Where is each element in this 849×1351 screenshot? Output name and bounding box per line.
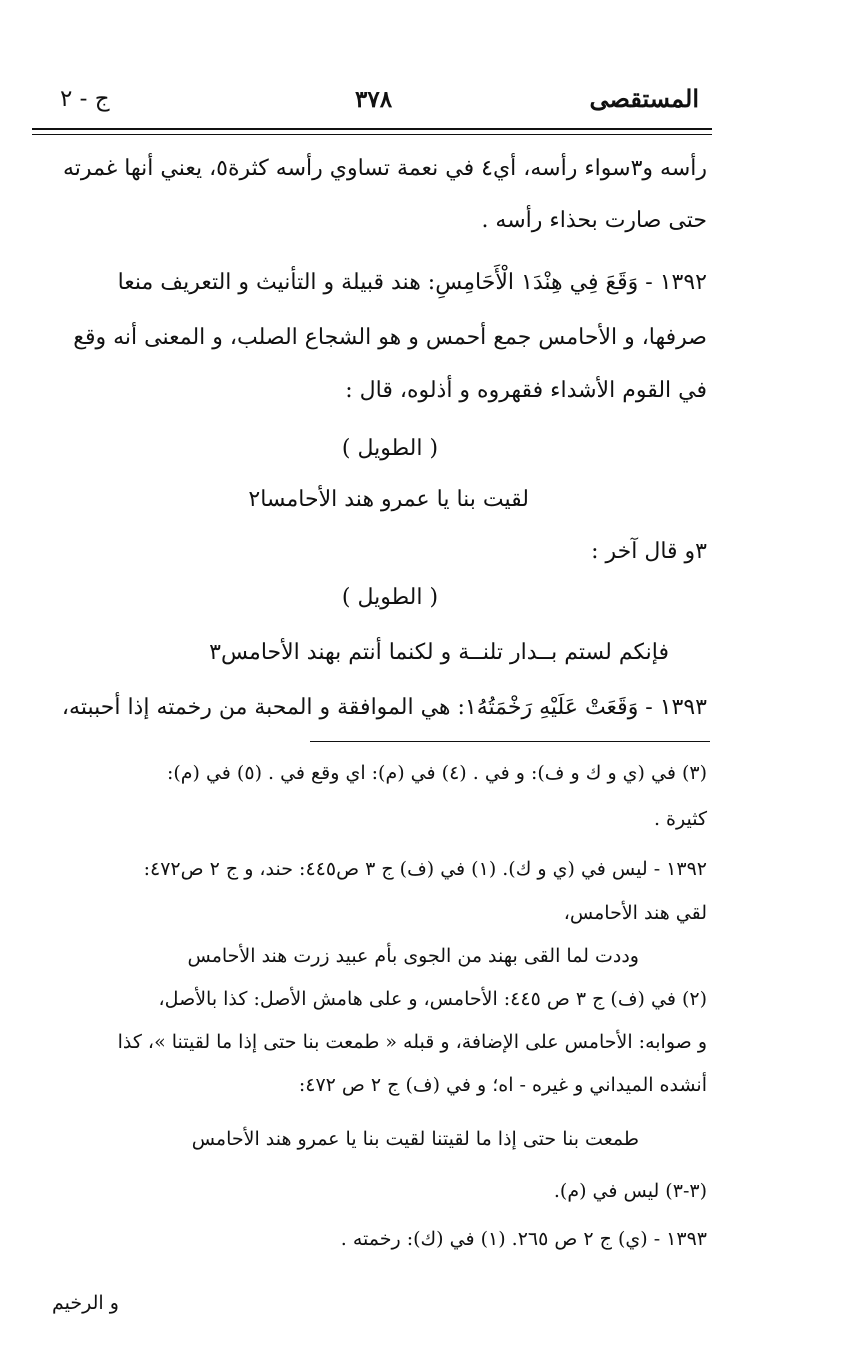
footnote-line-1: (٣) في (ي و ك و ف): و في . (٤) في (م): اي وقع في . (٥) في (م): bbox=[166, 762, 707, 784]
verse-1: لقيت بنا يا عمرو هند الأحامسا٢ bbox=[248, 487, 529, 512]
footnote-verse-2: طمعت بنا حتى إذا ما لقيتنا لقيت بنا يا عمرو هند الأحامس bbox=[191, 1128, 639, 1150]
footnote-line-6: (٢) في (ف) ج ٣ ص ٤٤٥: الأحامس، و على هامش الأصل: كذا بالأصل، bbox=[158, 988, 707, 1010]
verse-2: فإنكم لستم بــدار تلنــة و لكنما أنتم بهند الأحامس٣ bbox=[209, 640, 669, 665]
footnote-separator bbox=[310, 741, 710, 742]
entry-1393: ١٣٩٣ - وَقَعَتْ عَلَيْهِ رَخْمَتُهُ١: هي الموافقة و المحبة من رخمته إذا أحببته، bbox=[61, 695, 707, 720]
catchword: و الرخيم bbox=[52, 1292, 119, 1314]
main-line-2: حتى صارت بحذاء رأسه . bbox=[481, 208, 707, 233]
footnote-line-4: لقي هند الأحامس، bbox=[563, 902, 707, 924]
main-line-1: رأسه و٣سواء رأسه، أي٤ في نعمة تساوي رأسه كثرة٥، يعني أنها غمرته bbox=[63, 156, 707, 181]
footnote-line-8: أنشده الميداني و غيره - اه؛ و في (ف) ج ٢ ص ٤٧٢: bbox=[298, 1074, 707, 1096]
meter-label-2: ( الطويل ) bbox=[341, 585, 439, 610]
footnote-line-11: ١٣٩٣ - (ي) ج ٢ ص ٢٦٥. (١) في (ك): رخمته . bbox=[340, 1228, 707, 1250]
footnote-line-7: و صوابه: الأحامس على الإضافة، و قبله « طمعت بنا حتى إذا ما لقيتنا »، كذا bbox=[117, 1031, 707, 1053]
header-volume: ج - ٢ bbox=[60, 86, 110, 112]
header-page-number: ٣٧٨ bbox=[355, 86, 393, 113]
footnote-line-3: ١٣٩٢ - ليس في (ي و ك). (١) في (ف) ج ٣ ص٤٤٥: حند، و ج ٢ ص٤٧٢: bbox=[143, 858, 707, 880]
entry-1392: ١٣٩٢ - وَقَعَ فِي هِنْدَ١ الْأَحَامِسِ: هند قبيلة و التأنيث و التعريف منعا bbox=[117, 270, 707, 295]
meter-label-1: ( الطويل ) bbox=[341, 436, 439, 461]
footnote-line-2: كثيرة . bbox=[653, 808, 707, 830]
footnote-line-10: (٣-٣) ليس في (م). bbox=[553, 1180, 707, 1202]
footnote-verse-1: وددت لما القى بهند من الجوى بأم عبيد زرت هند الأحامس bbox=[187, 945, 639, 967]
header-title: المستقصى bbox=[589, 84, 699, 113]
header-rule-bottom bbox=[32, 134, 712, 135]
main-line-8: ٣و قال آخر : bbox=[591, 539, 707, 564]
main-line-4: صرفها، و الأحامس جمع أحمس و هو الشجاع الصلب، و المعنى أنه وقع bbox=[73, 325, 707, 350]
main-line-5: في القوم الأشداء فقهروه و أذلوه، قال : bbox=[345, 378, 707, 403]
header-rule-top bbox=[32, 128, 712, 130]
